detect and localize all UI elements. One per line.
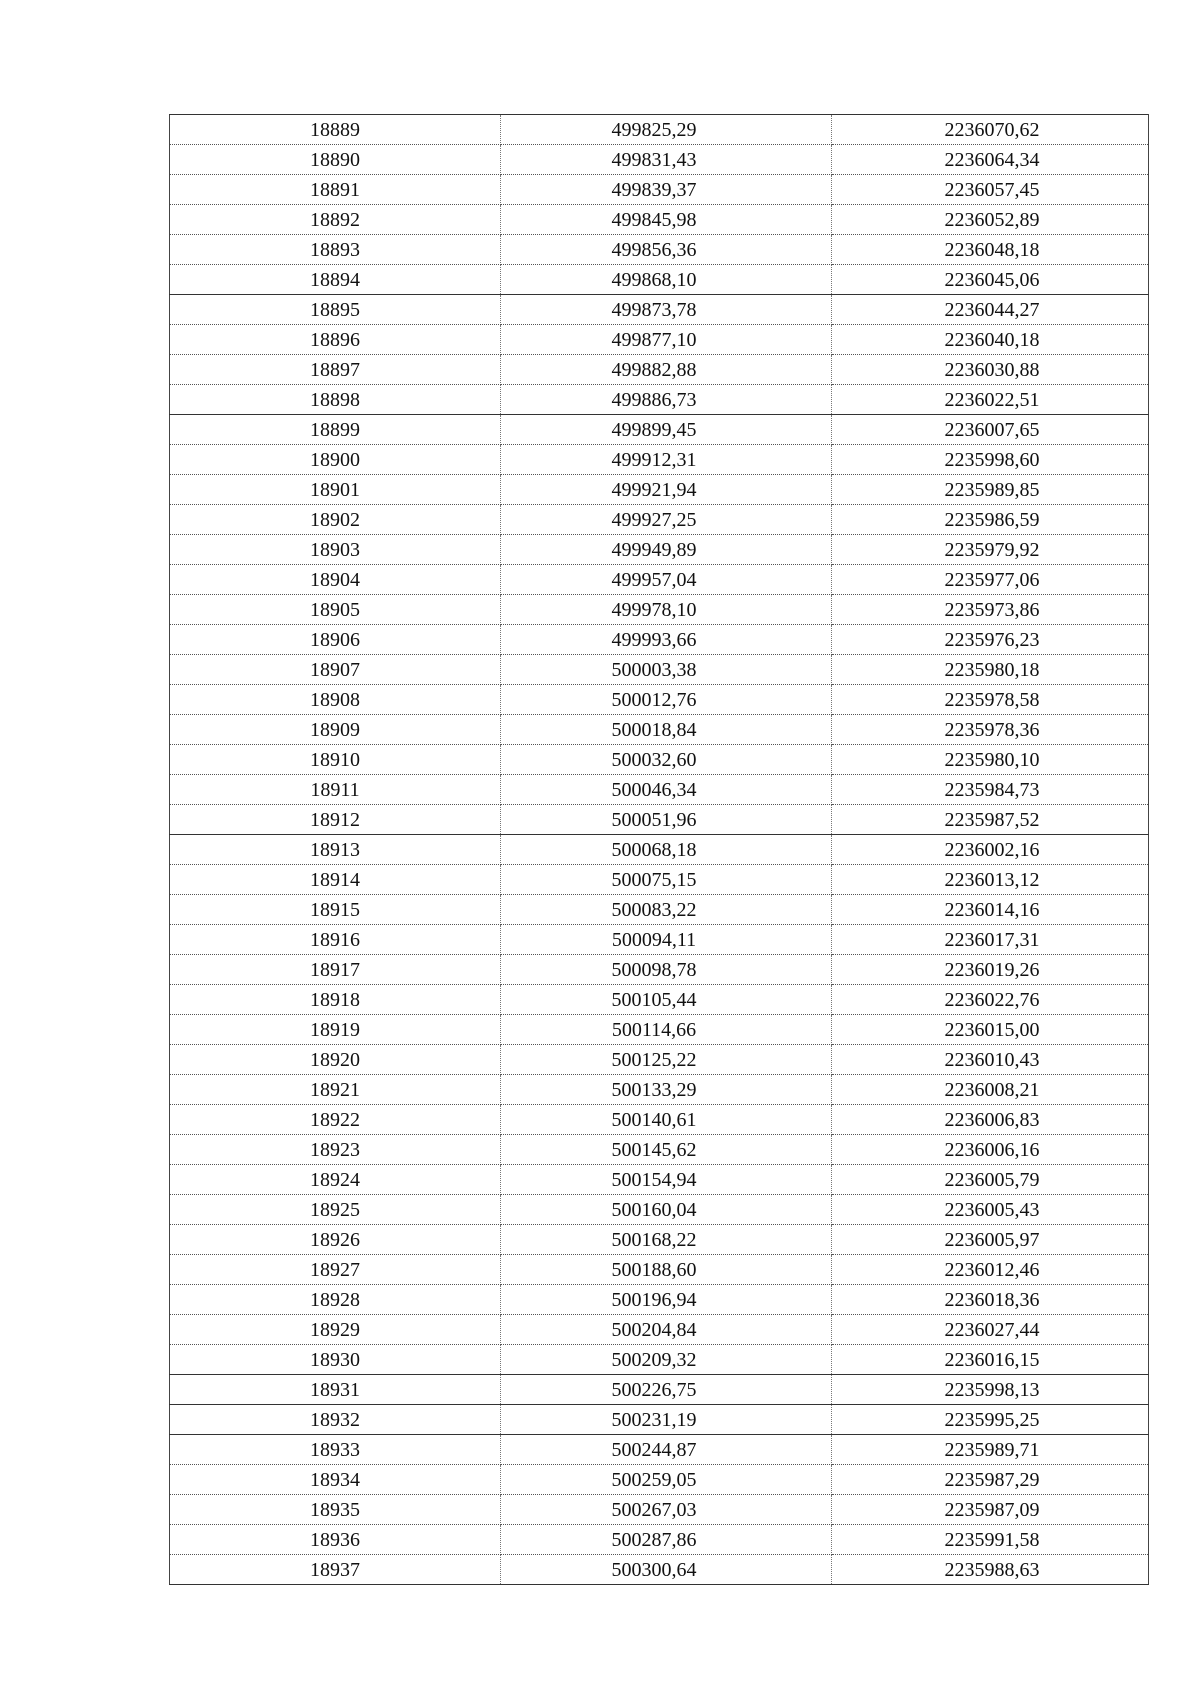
point-number-cell: 18930 <box>170 1345 501 1375</box>
table-row <box>170 235 1149 265</box>
x-coordinate-cell: 500231,19 <box>501 1405 832 1435</box>
y-coordinate-cell: 2236052,89 <box>832 205 1149 235</box>
x-coordinate-cell: 500068,18 <box>501 835 832 865</box>
table-row <box>170 1465 1149 1495</box>
point-number-cell: 18932 <box>170 1405 501 1435</box>
x-coordinate-cell: 499882,88 <box>501 355 832 385</box>
y-coordinate-cell: 2235977,06 <box>832 565 1149 595</box>
point-number-cell: 18931 <box>170 1375 501 1405</box>
point-number-cell: 18903 <box>170 535 501 565</box>
table-row <box>170 565 1149 595</box>
table-row <box>170 355 1149 385</box>
y-coordinate-cell: 2236002,16 <box>832 835 1149 865</box>
y-coordinate-cell: 2235988,63 <box>944 1558 1040 1581</box>
point-number-cell: 18920 <box>170 1045 501 1075</box>
point-number-cell: 18917 <box>170 955 501 985</box>
y-coordinate-cell: 2236030,88 <box>832 355 1149 385</box>
x-coordinate-cell: 500154,94 <box>501 1165 832 1195</box>
x-coordinate-cell: 499912,31 <box>501 445 832 475</box>
point-number-cell: 18894 <box>170 265 501 295</box>
table-row <box>170 1255 1149 1285</box>
y-coordinate-cell: 2236048,18 <box>832 235 1149 265</box>
x-coordinate-cell: 500032,60 <box>501 745 832 775</box>
table-row <box>170 835 1149 865</box>
table-row <box>170 1405 1149 1435</box>
point-number-cell: 18908 <box>170 685 501 715</box>
x-coordinate-cell: 499856,36 <box>501 235 832 265</box>
y-coordinate-cell: 2235987,52 <box>832 805 1149 835</box>
point-number-cell: 18929 <box>170 1315 501 1345</box>
table-row <box>170 445 1149 475</box>
point-number-cell: 18913 <box>170 835 501 865</box>
y-coordinate-cell: 2235980,10 <box>832 745 1149 775</box>
point-number-cell: 18912 <box>170 805 501 835</box>
table-row <box>170 295 1149 325</box>
x-coordinate-cell: 500226,75 <box>501 1375 832 1405</box>
table-row <box>170 475 1149 505</box>
table-row <box>170 1045 1149 1075</box>
coordinates-table <box>169 114 1149 1585</box>
table-row <box>170 265 1149 295</box>
x-coordinate-cell: 499899,45 <box>501 415 832 445</box>
point-number-cell: 18928 <box>170 1285 501 1315</box>
table-row <box>170 1225 1149 1255</box>
point-number-cell: 18890 <box>170 145 501 175</box>
y-coordinate-cell: 2235976,23 <box>832 625 1149 655</box>
x-coordinate-cell: 499921,94 <box>501 475 832 505</box>
x-coordinate-cell: 499978,10 <box>501 595 832 625</box>
y-coordinate-cell: 2236013,12 <box>832 865 1149 895</box>
x-coordinate-cell: 500012,76 <box>501 685 832 715</box>
y-coordinate-cell: 2236014,16 <box>832 895 1149 925</box>
table-row <box>170 1165 1149 1195</box>
y-coordinate-cell: 2236008,21 <box>832 1075 1149 1105</box>
x-coordinate-cell: 500244,87 <box>501 1435 832 1465</box>
table-row <box>170 115 1149 145</box>
table-row <box>170 805 1149 835</box>
y-coordinate-cell: 2235987,09 <box>832 1495 1149 1525</box>
x-coordinate-cell: 500209,32 <box>501 1345 832 1375</box>
y-coordinate-cell: 2236017,31 <box>832 925 1149 955</box>
x-coordinate-cell: 499949,89 <box>501 535 832 565</box>
table-row <box>170 775 1149 805</box>
point-number-cell: 18892 <box>170 205 501 235</box>
table-row <box>170 925 1149 955</box>
x-coordinate-cell: 500160,04 <box>501 1195 832 1225</box>
x-coordinate-cell: 500204,84 <box>501 1315 832 1345</box>
point-number-cell: 18897 <box>170 355 501 385</box>
point-number-cell: 18921 <box>170 1075 501 1105</box>
x-coordinate-cell: 499825,29 <box>501 115 832 145</box>
point-number-cell: 18911 <box>170 775 501 805</box>
point-number-cell: 18907 <box>170 655 501 685</box>
point-number-cell: 18910 <box>170 745 501 775</box>
x-coordinate-cell: 499831,43 <box>501 145 832 175</box>
y-coordinate-cell: 2236010,43 <box>832 1045 1149 1075</box>
point-number-cell: 18902 <box>170 505 501 535</box>
point-number-cell: 18927 <box>170 1255 501 1285</box>
x-coordinate-cell: 500133,29 <box>501 1075 832 1105</box>
table-row <box>170 1555 1149 1585</box>
x-coordinate-cell: 500105,44 <box>501 985 832 1015</box>
y-coordinate-cell: 2236045,06 <box>832 265 1149 295</box>
x-coordinate-cell: 500046,34 <box>501 775 832 805</box>
x-coordinate-cell: 500094,11 <box>501 925 832 955</box>
y-coordinate-cell: 2236057,45 <box>832 175 1149 205</box>
x-coordinate-cell: 500287,86 <box>501 1525 832 1555</box>
y-coordinate-cell: 2236027,44 <box>832 1315 1149 1345</box>
x-coordinate-cell: 499886,73 <box>501 385 832 415</box>
x-coordinate-cell: 499877,10 <box>501 325 832 355</box>
table-row <box>170 1435 1149 1465</box>
x-coordinate-cell: 500018,84 <box>501 715 832 745</box>
point-number-cell: 18935 <box>170 1495 501 1525</box>
y-coordinate-cell: 2236022,76 <box>832 985 1149 1015</box>
y-coordinate-cell: 2236040,18 <box>832 325 1149 355</box>
table-row <box>170 385 1149 415</box>
table-row <box>170 1135 1149 1165</box>
y-coordinate-cell: 2236006,16 <box>832 1135 1149 1165</box>
x-coordinate-cell: 500051,96 <box>501 805 832 835</box>
coordinates-table-body <box>170 115 1149 1585</box>
x-coordinate-cell: 500114,66 <box>501 1015 832 1045</box>
y-coordinate-cell: 2236005,79 <box>832 1165 1149 1195</box>
y-coordinate-cell: 2236070,62 <box>832 115 1149 145</box>
table-row <box>170 175 1149 205</box>
x-coordinate-cell: 500140,61 <box>501 1105 832 1135</box>
x-coordinate-cell: 500196,94 <box>501 1285 832 1315</box>
x-coordinate-cell: 500168,22 <box>501 1225 832 1255</box>
y-coordinate-cell: 2236064,34 <box>832 145 1149 175</box>
point-number-cell: 18933 <box>170 1435 501 1465</box>
table-row <box>170 145 1149 175</box>
point-number-cell: 18937 <box>170 1555 501 1585</box>
table-row <box>170 1345 1149 1375</box>
y-coordinate-cell: 2235986,59 <box>832 505 1149 535</box>
table-row <box>170 505 1149 535</box>
point-number-cell: 18909 <box>170 715 501 745</box>
x-coordinate-cell: 499957,04 <box>501 565 832 595</box>
table-row <box>170 655 1149 685</box>
y-coordinate-cell: 2235989,85 <box>832 475 1149 505</box>
x-coordinate-cell: 500188,60 <box>501 1255 832 1285</box>
point-number-cell: 18919 <box>170 1015 501 1045</box>
point-number-cell: 18904 <box>170 565 501 595</box>
point-number-cell: 18936 <box>170 1525 501 1555</box>
x-coordinate-cell: 500300,64 <box>501 1555 832 1585</box>
point-number-cell: 18922 <box>170 1105 501 1135</box>
y-coordinate-cell: 2236019,26 <box>832 955 1149 985</box>
table-row <box>170 1285 1149 1315</box>
point-number-cell: 18905 <box>170 595 501 625</box>
x-coordinate-cell: 499839,37 <box>501 175 832 205</box>
point-number-cell: 18891 <box>170 175 501 205</box>
point-number-cell: 18926 <box>170 1225 501 1255</box>
table-row <box>170 325 1149 355</box>
point-number-cell: 18914 <box>170 865 501 895</box>
x-coordinate-cell: 500259,05 <box>501 1465 832 1495</box>
x-coordinate-cell: 500125,22 <box>501 1045 832 1075</box>
table-row <box>170 1375 1149 1405</box>
point-number-cell: 18918 <box>170 985 501 1015</box>
table-row <box>170 625 1149 655</box>
table-row <box>170 715 1149 745</box>
table-row <box>170 415 1149 445</box>
y-coordinate-cell: 2236022,51 <box>832 385 1149 415</box>
y-coordinate-cell: 2236005,97 <box>832 1225 1149 1255</box>
x-coordinate-cell: 499845,98 <box>501 205 832 235</box>
y-coordinate-cell: 2235980,18 <box>832 655 1149 685</box>
table-row <box>170 1015 1149 1045</box>
table-row <box>170 1075 1149 1105</box>
y-coordinate-cell: 2236015,00 <box>832 1015 1149 1045</box>
point-number-cell: 18924 <box>170 1165 501 1195</box>
point-number-cell: 18916 <box>170 925 501 955</box>
y-coordinate-cell: 2236018,36 <box>832 1285 1149 1315</box>
y-coordinate-cell: 2235978,58 <box>832 685 1149 715</box>
x-coordinate-cell: 500267,03 <box>501 1495 832 1525</box>
point-number-cell: 18895 <box>170 295 501 325</box>
point-number-cell: 18893 <box>170 235 501 265</box>
x-coordinate-cell: 500098,78 <box>501 955 832 985</box>
y-coordinate-cell: 2235978,36 <box>832 715 1149 745</box>
y-coordinate-cell: 2236006,83 <box>832 1105 1149 1135</box>
y-coordinate-cell: 2235998,60 <box>832 445 1149 475</box>
y-coordinate-cell: 2235979,92 <box>832 535 1149 565</box>
point-number-cell: 18896 <box>170 325 501 355</box>
table-row <box>170 1525 1149 1555</box>
point-number-cell: 18901 <box>170 475 501 505</box>
x-coordinate-cell: 500145,62 <box>501 1135 832 1165</box>
y-coordinate-cell: 2235987,29 <box>832 1465 1149 1495</box>
table-row <box>170 1105 1149 1135</box>
x-coordinate-cell: 499927,25 <box>501 505 832 535</box>
x-coordinate-cell: 499993,66 <box>501 625 832 655</box>
point-number-cell: 18906 <box>170 625 501 655</box>
table-row <box>170 685 1149 715</box>
x-coordinate-cell: 500083,22 <box>501 895 832 925</box>
y-coordinate-cell: 2235989,71 <box>832 1435 1149 1465</box>
y-coordinate-cell: 2235998,13 <box>832 1375 1149 1405</box>
point-number-cell: 18925 <box>170 1195 501 1225</box>
table-row <box>170 595 1149 625</box>
y-coordinate-cell: 2236044,27 <box>832 295 1149 325</box>
table-row <box>170 535 1149 565</box>
table-row <box>170 205 1149 235</box>
x-coordinate-cell: 500003,38 <box>501 655 832 685</box>
y-coordinate-cell: 2235991,58 <box>832 1525 1149 1555</box>
y-coordinate-cell: 2235984,73 <box>832 775 1149 805</box>
x-coordinate-cell: 499868,10 <box>501 265 832 295</box>
point-number-cell: 18899 <box>170 415 501 445</box>
point-number-cell: 18923 <box>170 1135 501 1165</box>
y-coordinate-cell: 2235973,86 <box>832 595 1149 625</box>
table-row <box>170 1495 1149 1525</box>
point-number-cell: 18915 <box>170 895 501 925</box>
x-coordinate-cell: 500075,15 <box>501 865 832 895</box>
table-row <box>170 1315 1149 1345</box>
table-row <box>170 865 1149 895</box>
point-number-cell: 18898 <box>170 385 501 415</box>
y-coordinate-cell: 2236012,46 <box>832 1255 1149 1285</box>
point-number-cell: 18889 <box>170 115 501 145</box>
table-row <box>170 895 1149 925</box>
y-coordinate-cell: 2235995,25 <box>832 1405 1149 1435</box>
point-number-cell: 18934 <box>170 1465 501 1495</box>
point-number-cell: 18900 <box>170 445 501 475</box>
table-row <box>170 745 1149 775</box>
x-coordinate-cell: 499873,78 <box>501 295 832 325</box>
y-coordinate-cell: 2236007,65 <box>832 415 1149 445</box>
table-row <box>170 985 1149 1015</box>
y-coordinate-cell: 2236005,43 <box>832 1195 1149 1225</box>
y-coordinate-cell: 2236016,15 <box>832 1345 1149 1375</box>
table-row <box>170 1195 1149 1225</box>
table-row <box>170 955 1149 985</box>
